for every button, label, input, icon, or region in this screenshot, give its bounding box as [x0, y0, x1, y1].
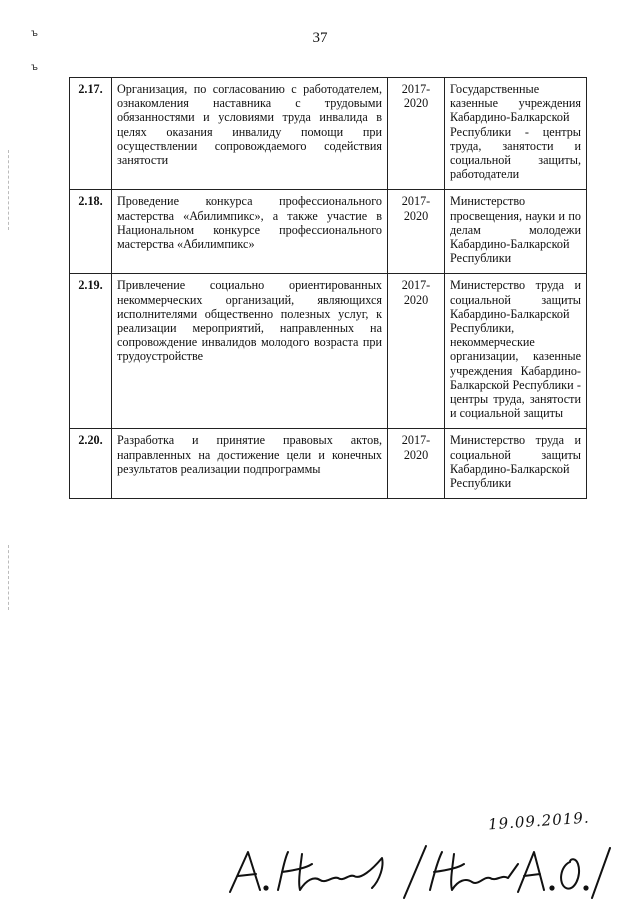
term-cell: 2017-2020 [388, 78, 445, 190]
item-number: 2.17. [70, 78, 112, 190]
item-number: 2.20. [70, 429, 112, 499]
table-row [70, 274, 587, 429]
responsible-executor: Министерство просвещения, науки и по делам молодежи Кабардино-Балкарской Республики [445, 190, 587, 274]
margin-scan-line [8, 545, 9, 610]
measure-description: Разработка и принятие правовых актов, направленных на достижение цели и конечных результатов реализации подпрограммы [112, 429, 388, 499]
table-row [70, 78, 587, 190]
measure-description: Организация, по согласованию с работодателем, ознакомления наставника с трудовыми обязанностями и условиями труда инвалида в целях оказания инвалиду помощи при осуществлении сопровождаемого содействия занятости [112, 78, 388, 190]
term-cell: 2017-2020 [388, 429, 445, 499]
responsible-executor: Министерство труда и социальной защиты Кабардино-Балкарской Республики, некоммерческие организации, казенные учреждения Кабардино-Балкарской Республики - центры труда, занятости и социальной защиты [445, 274, 587, 429]
measure-description: Проведение конкурса профессионального мастерства «Абилимпикс», а также участие в Национальном конкурсе профессионального мастерства «Абилимпикс» [112, 190, 388, 274]
item-number: 2.19. [70, 274, 112, 429]
margin-mark: ъ [31, 28, 39, 39]
page-number: 37 [312, 30, 328, 46]
item-number: 2.18. [70, 190, 112, 274]
table-row [70, 429, 587, 499]
measure-description: Привлечение социально ориентированных некоммерческих организаций, являющихся исполнителями общественно полезных услуг, к реализации мероприятий, направленных на сопровождение инвалидов молодого возраста при трудоустройстве [112, 274, 388, 429]
term-cell: 2017-2020 [388, 190, 445, 274]
handwritten-signature [222, 840, 612, 900]
responsible-executor: Государственные казенные учреждения Кабардино-Балкарской Республики - центры труда, занятости и социальной защиты, работодатели [445, 78, 587, 190]
margin-mark: ъ [31, 62, 39, 73]
signature-date: 19.09.2019. [487, 808, 591, 834]
table-row [70, 190, 587, 274]
margin-scan-line [8, 150, 9, 230]
responsible-executor: Министерство труда и социальной защиты Кабардино-Балкарской Республики [445, 429, 587, 499]
term-cell: 2017-2020 [388, 274, 445, 429]
measures-table [69, 77, 587, 499]
